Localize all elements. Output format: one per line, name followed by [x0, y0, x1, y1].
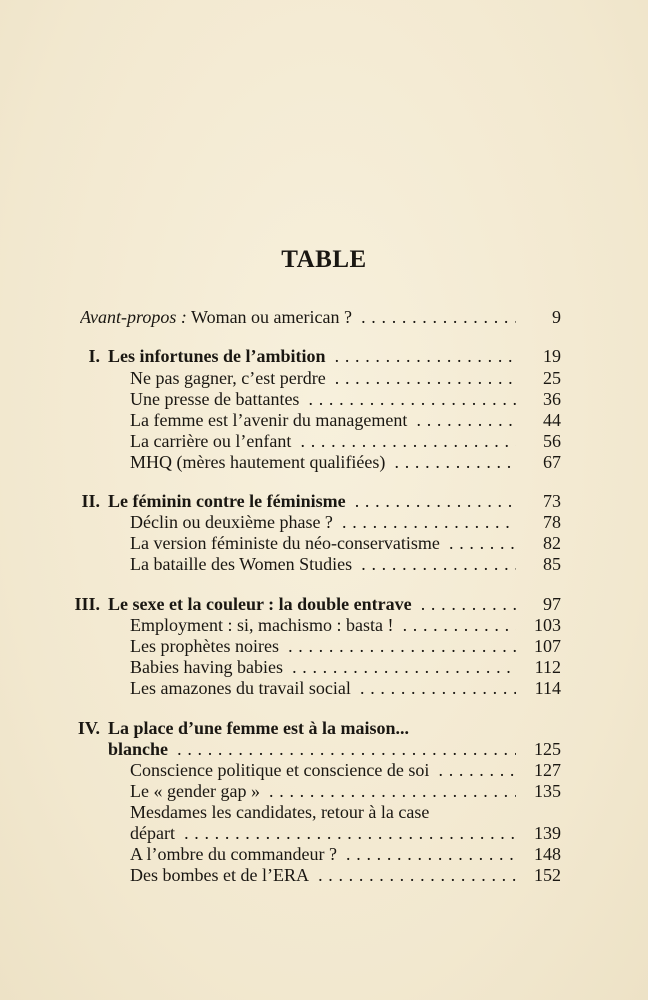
toc-entry-text: La bataille des Women Studies [130, 554, 353, 574]
toc-entry-text: Le « gender gap » [130, 781, 260, 801]
toc-entry[interactable] [0, 780, 648, 802]
toc-chapter-3[interactable] [0, 593, 648, 615]
toc-entry-text: Mesdames les candidates, retour à la case [130, 802, 430, 822]
page-number: 19 [543, 346, 561, 366]
page-number: 67 [543, 452, 561, 472]
toc-entry[interactable] [0, 532, 648, 554]
chapter-number: I. [88, 346, 100, 366]
toc-entry[interactable] [0, 677, 648, 699]
page-number: 73 [543, 491, 561, 511]
toc-entry[interactable] [0, 759, 648, 781]
chapter-title: Les infortunes de l’ambition [108, 346, 326, 366]
toc-entry-text: Babies having babies [130, 657, 283, 677]
chapter-number: II. [81, 491, 100, 511]
toc-entry[interactable] [0, 864, 648, 886]
toc-entry[interactable] [0, 511, 648, 533]
toc-entry[interactable] [0, 409, 648, 431]
page-number: 97 [543, 594, 561, 614]
toc-entry-text: La version féministe du néo-conservatisme [130, 533, 440, 553]
toc-entry-text: MHQ (mères hautement qualifiées) [130, 452, 386, 472]
toc-entry-text: Conscience politique et conscience de soi [130, 760, 430, 780]
toc-entry[interactable] [0, 367, 648, 389]
chapter-title: Le sexe et la couleur : la double entrave [108, 594, 412, 614]
page-number: 152 [534, 865, 561, 885]
page-number: 9 [552, 307, 561, 327]
page-number: 139 [534, 823, 561, 843]
toc-entry-text: Employment : si, machismo : basta ! [130, 615, 394, 635]
toc-entry-avant-propos[interactable] [0, 306, 648, 328]
page-number: 114 [534, 678, 561, 698]
toc-entry-line-2[interactable] [0, 822, 648, 844]
page-number: 148 [534, 844, 561, 864]
toc-entry-text: A l’ombre du commandeur ? [130, 844, 337, 864]
avant-propos-label: Avant-propos : [80, 307, 187, 327]
chapter-number: III. [74, 594, 100, 614]
toc-chapter-4-line-1[interactable] [0, 717, 648, 739]
chapter-title: La place d’une femme est à la maison... [108, 718, 409, 738]
toc-entry[interactable] [0, 553, 648, 575]
page-title: TABLE [281, 246, 367, 273]
page-number: 36 [543, 389, 561, 409]
page-number: 56 [543, 431, 561, 451]
toc-entry[interactable] [0, 388, 648, 410]
chapter-number: IV. [77, 718, 100, 738]
toc-entry-text-continued: départ [130, 823, 175, 843]
toc-entry[interactable] [0, 843, 648, 865]
page-number: 82 [543, 533, 561, 553]
chapter-title: Le féminin contre le féminisme [108, 491, 346, 511]
toc-entry-text: La carrière ou l’enfant [130, 431, 292, 451]
toc-entry[interactable] [0, 635, 648, 657]
toc-entry[interactable] [0, 451, 648, 473]
toc-entry[interactable] [0, 614, 648, 636]
chapter-title-continued: blanche [108, 739, 169, 759]
toc-chapter-2[interactable] [0, 490, 648, 512]
toc-entry-text: Déclin ou deuxième phase ? [130, 512, 333, 532]
toc-entry-line-1[interactable] [0, 801, 648, 823]
toc-entry[interactable] [0, 656, 648, 678]
page-number: 78 [543, 512, 561, 532]
toc-entry-text: Les amazones du travail social [130, 678, 351, 698]
toc-entry-text: Woman ou american ? [191, 307, 352, 327]
toc-entry-text: La femme est l’avenir du management [130, 410, 408, 430]
page-number: 112 [534, 657, 561, 677]
toc-entry-text: Une presse de battantes [130, 389, 300, 409]
page-number: 103 [534, 615, 561, 635]
page-number: 107 [534, 636, 561, 656]
page-number: 85 [543, 554, 561, 574]
page-number: 25 [543, 368, 561, 388]
page-number: 44 [543, 410, 561, 430]
page-number: 127 [534, 760, 561, 780]
toc-chapter-4-line-2[interactable] [0, 738, 648, 760]
page-number: 125 [534, 739, 561, 759]
toc-chapter-1[interactable] [0, 345, 648, 367]
toc-entry-text: Des bombes et de l’ERA [130, 865, 309, 885]
toc-entry[interactable] [0, 430, 648, 452]
toc-entry-text: Ne pas gagner, c’est perdre [130, 368, 326, 388]
toc-entry-text: Les prophètes noires [130, 636, 279, 656]
page-number: 135 [534, 781, 561, 801]
